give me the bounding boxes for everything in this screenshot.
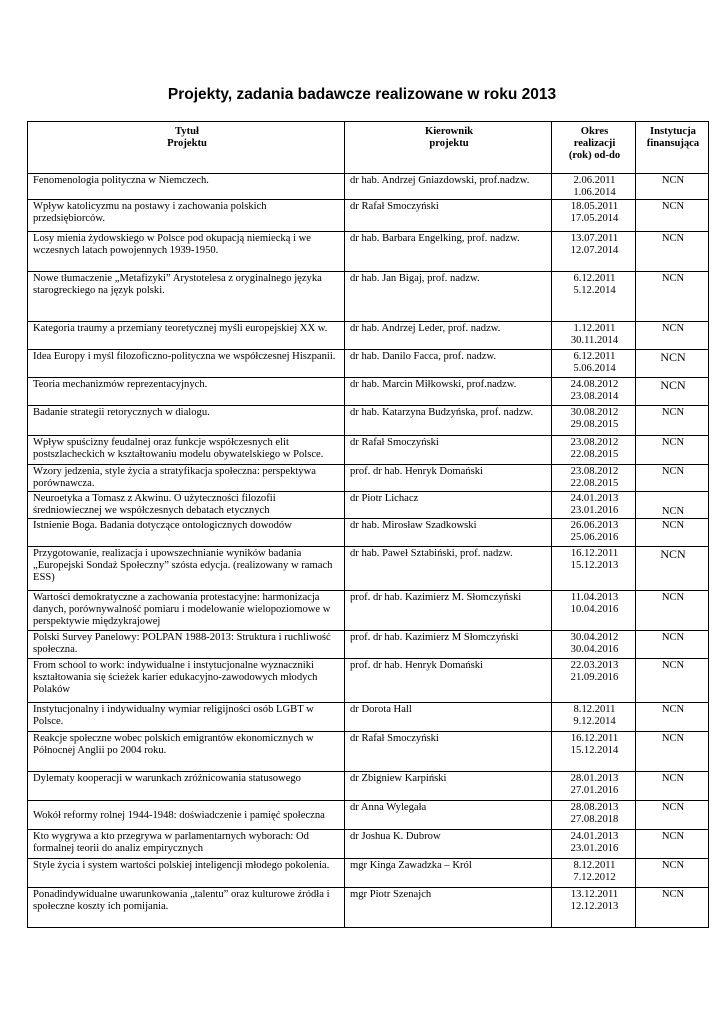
project-manager: dr hab. Marcin Miłkowski, prof.nadzw. xyxy=(345,378,552,406)
table-row xyxy=(28,350,709,378)
project-title: Style życia i system wartości polskiej inteligencji młodego pokolenia. xyxy=(28,859,345,888)
project-title: Ponadindywidualne uwarunkowania „talentu” oraz kulturowe źródła i społeczne koszty ich pomijania. xyxy=(28,888,345,928)
table-row xyxy=(28,406,709,436)
table-row xyxy=(28,378,709,406)
table-row xyxy=(28,801,709,830)
project-title: Istnienie Boga. Badania dotyczące ontologicznych dowodów xyxy=(28,519,345,547)
project-institution: NCN xyxy=(636,350,709,378)
project-title: Idea Europy i myśl filozoficzno-polityczna we współczesnej Hiszpanii. xyxy=(28,350,345,378)
table-row xyxy=(28,272,709,322)
table-row xyxy=(28,659,709,703)
project-title: Dylematy kooperacji w warunkach zróżnicowania statusowego xyxy=(28,772,345,801)
project-manager: prof. dr hab. Kazimierz M Słomczyński xyxy=(345,631,552,659)
project-period: 18.05.2011 17.05.2014 xyxy=(552,200,636,232)
project-manager: dr hab. Jan Bigaj, prof. nadzw. xyxy=(345,272,552,322)
project-manager: dr hab. Danilo Facca, prof. nadzw. xyxy=(345,350,552,378)
project-institution: NCN xyxy=(636,801,709,830)
project-institution: NCN xyxy=(636,519,709,547)
project-title: Fenomenologia polityczna w Niemczech. xyxy=(28,174,345,200)
project-manager: prof. dr hab. Kazimierz M. Słomczyński xyxy=(345,591,552,631)
project-institution: NCN xyxy=(636,232,709,272)
project-manager: dr Dorota Hall xyxy=(345,703,552,732)
table-row xyxy=(28,547,709,591)
project-manager: dr hab. Paweł Sztabiński, prof. nadzw. xyxy=(345,547,552,591)
table-row xyxy=(28,732,709,772)
project-manager: dr Rafał Smoczyński xyxy=(345,732,552,772)
project-period: 22.03.2013 21.09.2016 xyxy=(552,659,636,703)
project-period: 16.12.2011 15.12.2014 xyxy=(552,732,636,772)
project-institution: NCN xyxy=(636,547,709,591)
project-institution: NCN xyxy=(636,631,709,659)
project-institution: NCN xyxy=(636,322,709,350)
project-title: Instytucjonalny i indywidualny wymiar religijności osób LGBT w Polsce. xyxy=(28,703,345,732)
table-row xyxy=(28,830,709,859)
project-institution: NCN xyxy=(636,492,709,519)
project-period: 11.04.2013 10.04.2016 xyxy=(552,591,636,631)
project-institution: NCN xyxy=(636,703,709,732)
project-title: Przygotowanie, realizacja i upowszechnianie wyników badania „Europejski Sondaż Społeczny” szósta edycja. (realizowany w ramach ESS) xyxy=(28,547,345,591)
project-manager: dr Rafał Smoczyński xyxy=(345,436,552,465)
project-institution: NCN xyxy=(636,888,709,928)
project-title: Losy mienia żydowskiego w Polsce pod okupacją niemiecką i we wczesnych latach powojennych 1939-1950. xyxy=(28,232,345,272)
project-manager: prof. dr hab. Henryk Domański xyxy=(345,465,552,492)
project-institution: NCN xyxy=(636,436,709,465)
project-period: 1.12.2011 30.11.2014 xyxy=(552,322,636,350)
project-manager: dr hab. Andrzej Gniazdowski, prof.nadzw. xyxy=(345,174,552,200)
project-institution: NCN xyxy=(636,200,709,232)
project-period: 8.12.2011 9.12.2014 xyxy=(552,703,636,732)
project-title: From school to work: indywidualne i instytucjonalne wyznaczniki kształtowania się ścieżek karier edukacyjno-zawodowych młodych Polaków xyxy=(28,659,345,703)
project-period: 24.01.2013 23.01.2016 xyxy=(552,492,636,519)
table-row xyxy=(28,519,709,547)
project-period: 30.04.2012 30.04.2016 xyxy=(552,631,636,659)
table-row xyxy=(28,232,709,272)
project-title: Teoria mechanizmów reprezentacyjnych. xyxy=(28,378,345,406)
project-title: Wpływ spuścizny feudalnej oraz funkcje współczesnych elit postszlacheckich w kształtowaniu modelu obywatelskiego w Polsce. xyxy=(28,436,345,465)
project-manager: prof. dr hab. Henryk Domański xyxy=(345,659,552,703)
project-period: 8.12.2011 7.12.2012 xyxy=(552,859,636,888)
project-manager: mgr Kinga Zawadzka – Król xyxy=(345,859,552,888)
header-title: Tytuł Projektu xyxy=(28,122,345,174)
table-row xyxy=(28,436,709,465)
project-manager: dr hab. Barbara Engelking, prof. nadzw. xyxy=(345,232,552,272)
project-period: 16.12.2011 15.12.2013 xyxy=(552,547,636,591)
project-period: 30.08.2012 29.08.2015 xyxy=(552,406,636,436)
project-institution: NCN xyxy=(636,465,709,492)
table-row xyxy=(28,591,709,631)
table-row xyxy=(28,772,709,801)
project-manager: dr Anna Wylegała xyxy=(345,801,552,830)
project-institution: NCN xyxy=(636,659,709,703)
project-manager: dr hab. Katarzyna Budzyńska, prof. nadzw. xyxy=(345,406,552,436)
project-manager: mgr Piotr Szenajch xyxy=(345,888,552,928)
project-manager: dr Zbigniew Karpiński xyxy=(345,772,552,801)
project-institution: NCN xyxy=(636,272,709,322)
project-period: 2.06.2011 1.06.2014 xyxy=(552,174,636,200)
project-title: Kto wygrywa a kto przegrywa w parlamentarnych wyborach: Od formalnej teorii do analiz empirycznych xyxy=(28,830,345,859)
project-institution: NCN xyxy=(636,591,709,631)
project-institution: NCN xyxy=(636,732,709,772)
header-institution: Instytucja finansująca xyxy=(636,122,709,174)
project-title: Polski Survey Panelowy: POLPAN 1988-2013: Struktura i ruchliwość społeczna. xyxy=(28,631,345,659)
project-title: Wpływ katolicyzmu na postawy i zachowania polskich przedsiębiorców. xyxy=(28,200,345,232)
project-period: 23.08.2012 22.08.2015 xyxy=(552,436,636,465)
table-row xyxy=(28,631,709,659)
table-row xyxy=(28,200,709,232)
project-institution: NCN xyxy=(636,406,709,436)
project-title: Wokół reformy rolnej 1944-1948: doświadczenie i pamięć społeczna xyxy=(28,801,345,830)
project-title: Neuroetyka a Tomasz z Akwinu. O użyteczności filozofii średniowiecznej we współczesnych debatach etycznych xyxy=(28,492,345,519)
table-row xyxy=(28,492,709,519)
table-row xyxy=(28,859,709,888)
project-period: 13.12.2011 12.12.2013 xyxy=(552,888,636,928)
project-title: Reakcje społeczne wobec polskich emigrantów ekonomicznych w Północnej Anglii po 2004 roku. xyxy=(28,732,345,772)
project-period: 6.12.2011 5.12.2014 xyxy=(552,272,636,322)
project-institution: NCN xyxy=(636,378,709,406)
project-period: 28.01.2013 27.01.2016 xyxy=(552,772,636,801)
project-period: 6.12.2011 5.06.2014 xyxy=(552,350,636,378)
project-title: Badanie strategii retorycznych w dialogu. xyxy=(28,406,345,436)
project-manager: dr hab. Mirosław Szadkowski xyxy=(345,519,552,547)
project-period: 28.08.2013 27.08.2018 xyxy=(552,801,636,830)
project-period: 13.07.2011 12.07.2014 xyxy=(552,232,636,272)
table-row xyxy=(28,174,709,200)
project-title: Wzory jedzenia, style życia a stratyfikacja społeczna: perspektywa porównawcza. xyxy=(28,465,345,492)
project-manager: dr hab. Andrzej Leder, prof. nadzw. xyxy=(345,322,552,350)
project-manager: dr Piotr Lichacz xyxy=(345,492,552,519)
table-row xyxy=(28,322,709,350)
project-period: 26.06.2013 25.06.2016 xyxy=(552,519,636,547)
project-institution: NCN xyxy=(636,772,709,801)
project-title: Nowe tłumaczenie „Metafizyki” Arystotelesa z oryginalnego języka starogreckiego na język polski. xyxy=(28,272,345,322)
table-header-row xyxy=(28,122,709,174)
project-institution: NCN xyxy=(636,859,709,888)
page-title: Projekty, zadania badawcze realizowane w roku 2013 xyxy=(167,86,557,103)
projects-table xyxy=(27,121,709,928)
project-period: 24.01.2013 23.01.2016 xyxy=(552,830,636,859)
table-row xyxy=(28,465,709,492)
project-period: 24.08.2012 23.08.2014 xyxy=(552,378,636,406)
project-period: 23.08.2012 22.08.2015 xyxy=(552,465,636,492)
project-institution: NCN xyxy=(636,174,709,200)
project-manager: dr Rafał Smoczyński xyxy=(345,200,552,232)
table-row xyxy=(28,703,709,732)
project-institution: NCN xyxy=(636,830,709,859)
project-manager: dr Joshua K. Dubrow xyxy=(345,830,552,859)
project-title: Wartości demokratyczne a zachowania protestacyjne: harmonizacja danych, porównywalność pomiaru i modelowanie wielopoziomowe w perspektywie międzykrajowej xyxy=(28,591,345,631)
header-period: Okres realizacji (rok) od-do xyxy=(552,122,636,174)
header-manager: Kierownik projektu xyxy=(345,122,552,174)
project-title: Kategoria traumy a przemiany teoretycznej myśli europejskiej XX w. xyxy=(28,322,345,350)
table-row xyxy=(28,888,709,928)
